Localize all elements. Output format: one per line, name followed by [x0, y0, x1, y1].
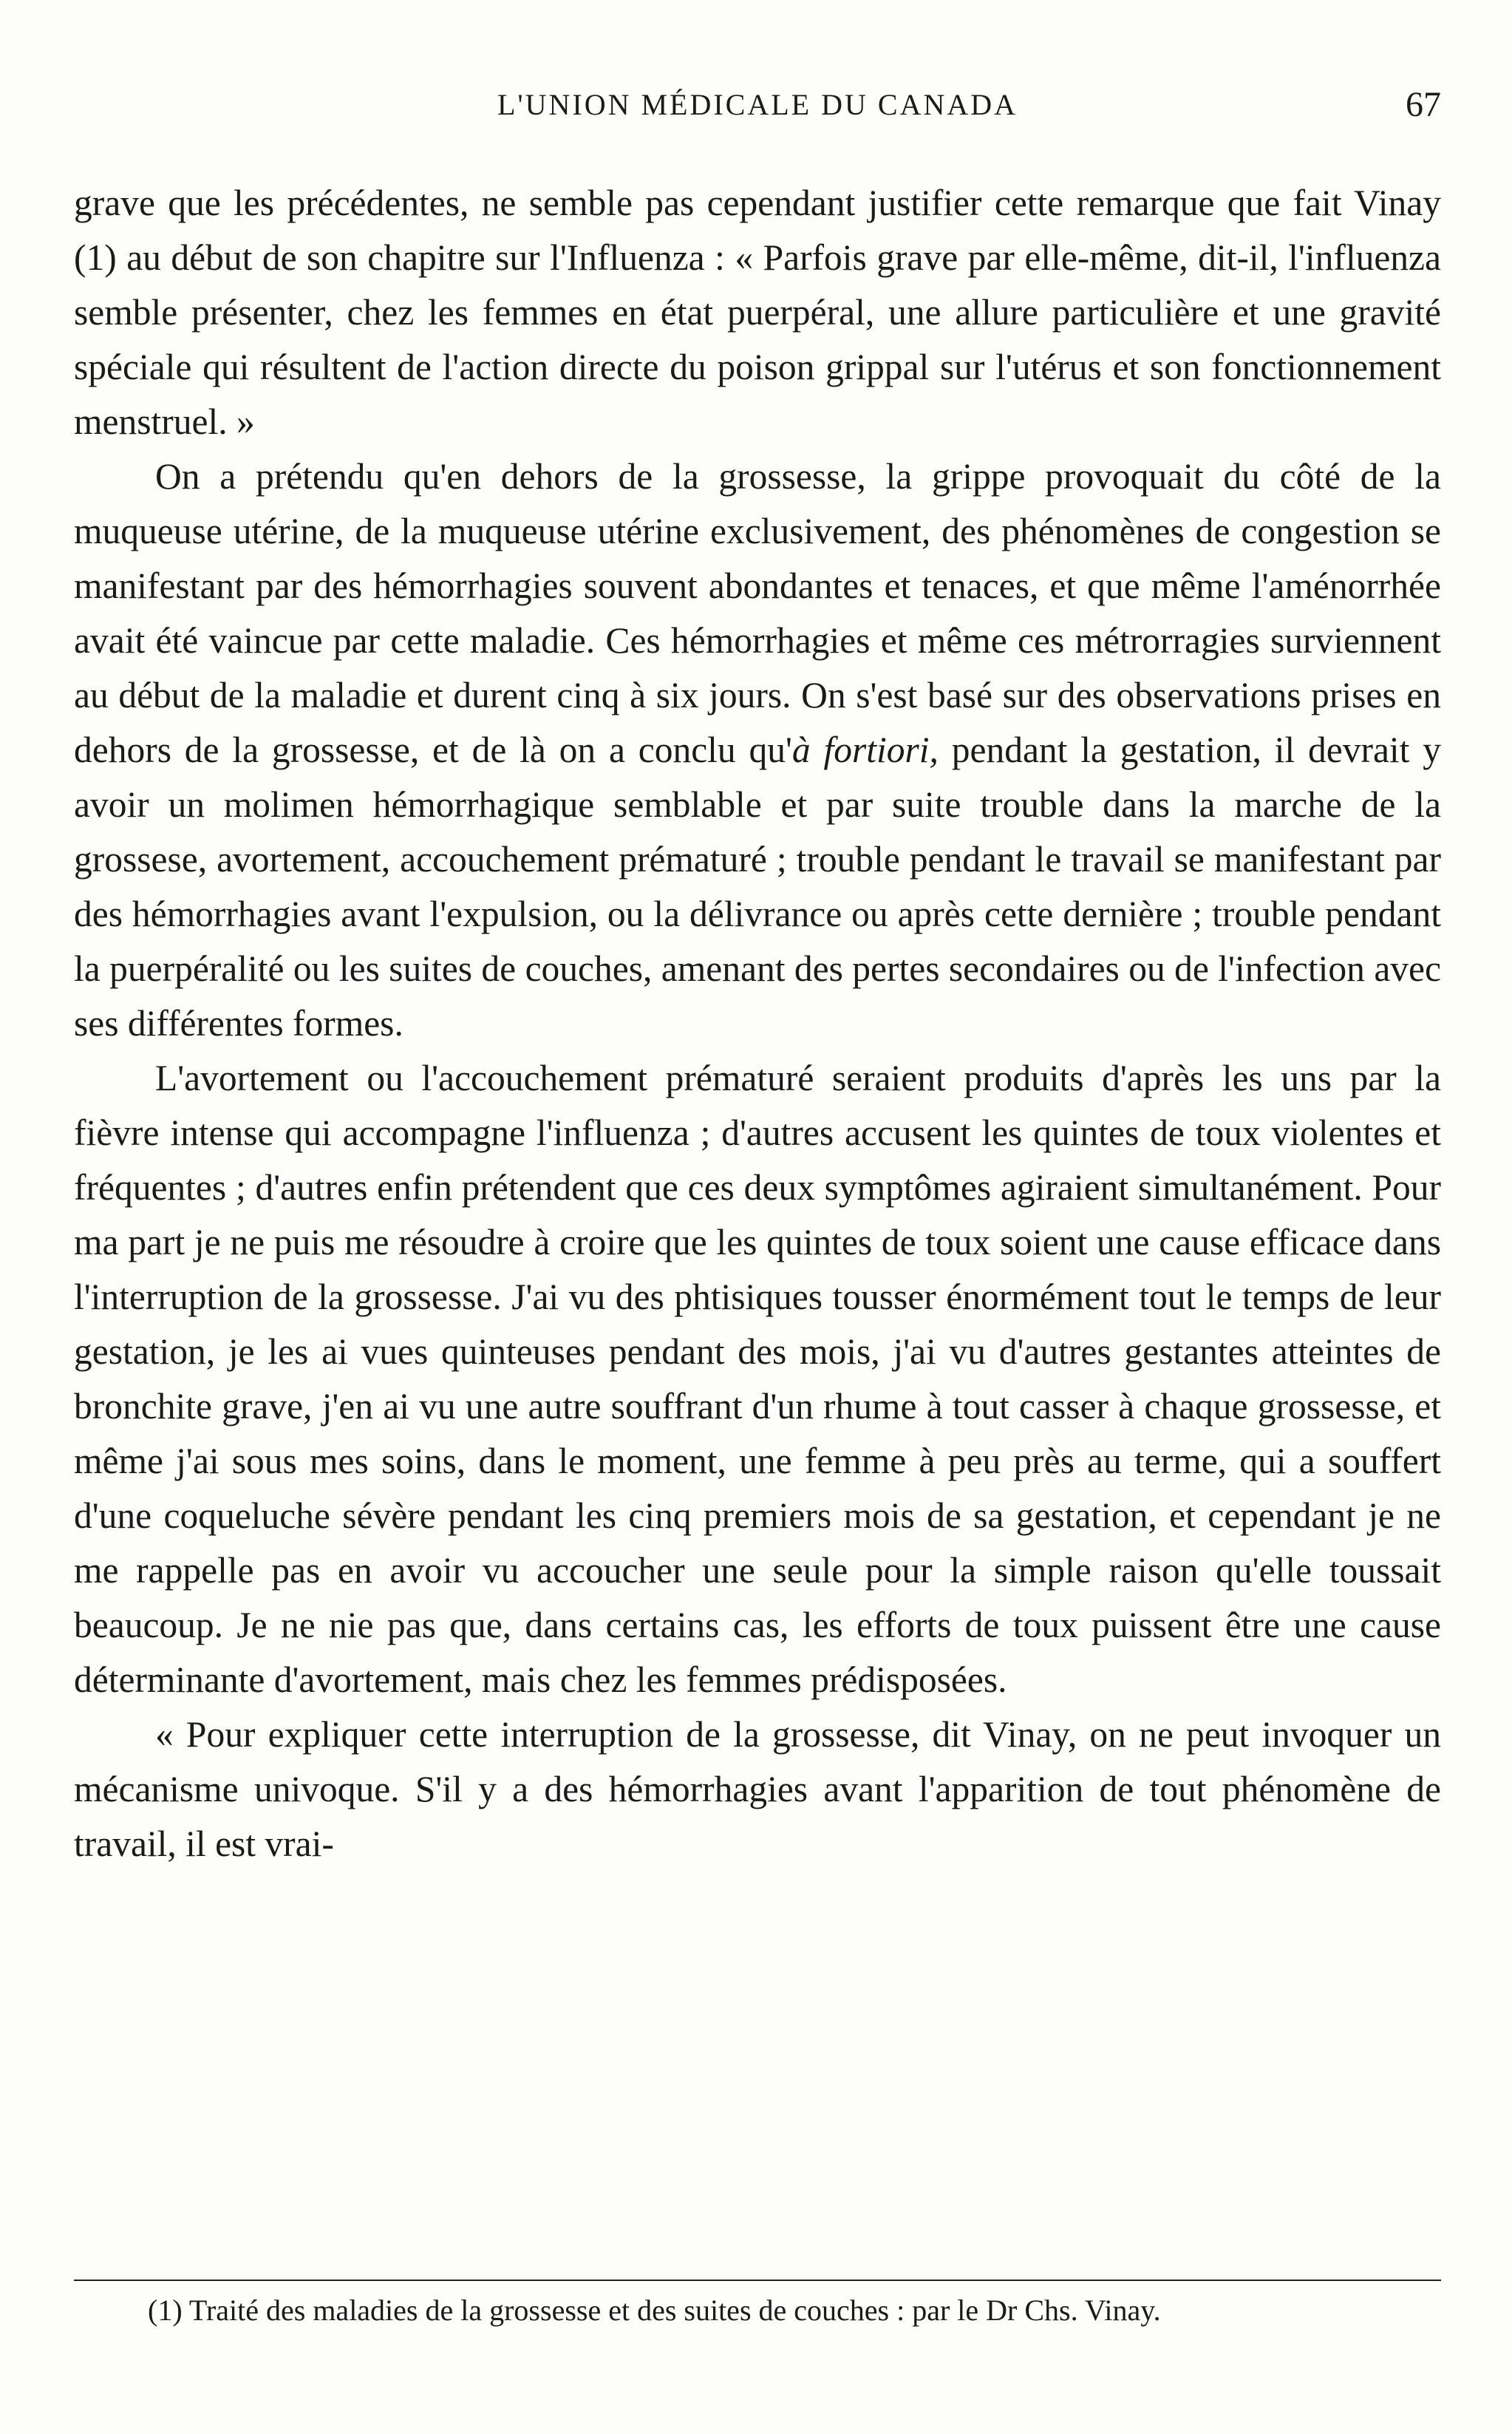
running-title: L'UNION MÉDICALE DU CANADA: [497, 88, 1018, 121]
paragraph-2-italic: à fortiori,: [791, 730, 939, 770]
footnote-rule: [74, 2280, 1441, 2281]
paragraph-2: [74, 449, 1441, 1051]
footnote: [74, 2290, 1441, 2331]
paragraph-3: L'avortement ou l'accouchement prématuré seraient produits d'après les uns par la fièvre intense qui accompagne l'influenza ; d'autres accusent les quintes de toux violentes et fréquentes ; d'autres enfin prétendent que ces deux symptômes agiraient simultanément. Pour ma part je ne puis me résoudre à croire que les quintes de toux soient une cause efficace dans l'interruption de la grossesse. J'ai vu des phtisiques tousser énormément tout le temps de leur gestation, je les ai vues quinteuses pendant des mois, j'ai vu d'autres gestantes atteintes de bronchite grave, j'en ai vu une autre souffrant d'un rhume à tout casser à chaque grossesse, et même j'ai sous mes soins, dans le moment, une femme à peu près au terme, qui a souffert d'une coqueluche sévère pendant les cinq premiers mois de sa gestation, et cependant je ne me rappelle pas en avoir vu accoucher une seule pour la simple raison qu'elle toussait beaucoup. Je ne nie pas que, dans certains cas, les efforts de toux puissent être une cause déterminante d'avortement, mais chez les femmes prédisposées.: [74, 1058, 1441, 1700]
page-header: [74, 87, 1441, 139]
page-number: 67: [1406, 85, 1441, 124]
paragraph-2-part-b: pendant la gestation, il devrait y avoir un molimen hémorrhagique semblable et par suite trouble dans la marche de la grossese, avortement, accouchement prématuré ; trouble pendant le travail se manifestant par des hémorrhagies avant l'expulsion, ou la délivrance ou après cette dernière ; trouble pendant la puerpéralité ou les suites de couches, amenant des pertes secondaires ou de l'infection avec ses différentes formes.: [74, 730, 1441, 1044]
footnote-text: (1) Traité des maladies de la grossesse et des suites de couches : par le Dr Chs. Vinay.: [148, 2294, 1161, 2327]
paragraph-1: grave que les précédentes, ne semble pas cependant justifier cette remarque que fait Vinay (1) au début de son chapitre sur l'Influenza : « Parfois grave par elle-même, dit-il, l'influenza semble présenter, chez les femmes en état puerpéral, une allure particulière et une gravité spéciale qui résultent de l'action directe du poison grippal sur l'utérus et son fonctionnement menstruel. »: [74, 183, 1441, 442]
paragraph-4: « Pour expliquer cette interruption de la grossesse, dit Vinay, on ne peut invoquer un mécanisme univoque. S'il y a des hémorrhagies avant l'apparition de tout phénomène de travail, il est vrai-: [74, 1714, 1441, 1864]
paragraph-2-part-a: On a prétendu qu'en dehors de la grossesse, la grippe provoquait du côté de la muqueuse utérine, de la muqueuse utérine exclusivement, des phénomènes de congestion se manifestant par des hémorrhagies souvent abondantes et tenaces, et que même l'aménorrhée avait été vaincue par cette maladie. Ces hémorrhagies et même ces métrorragies surviennent au début de la maladie et durent cinq à six jours. On s'est basé sur des observations prises en dehors de la grossesse, et de là on a conclu qu': [74, 456, 1441, 770]
body-text: [74, 176, 1441, 1872]
